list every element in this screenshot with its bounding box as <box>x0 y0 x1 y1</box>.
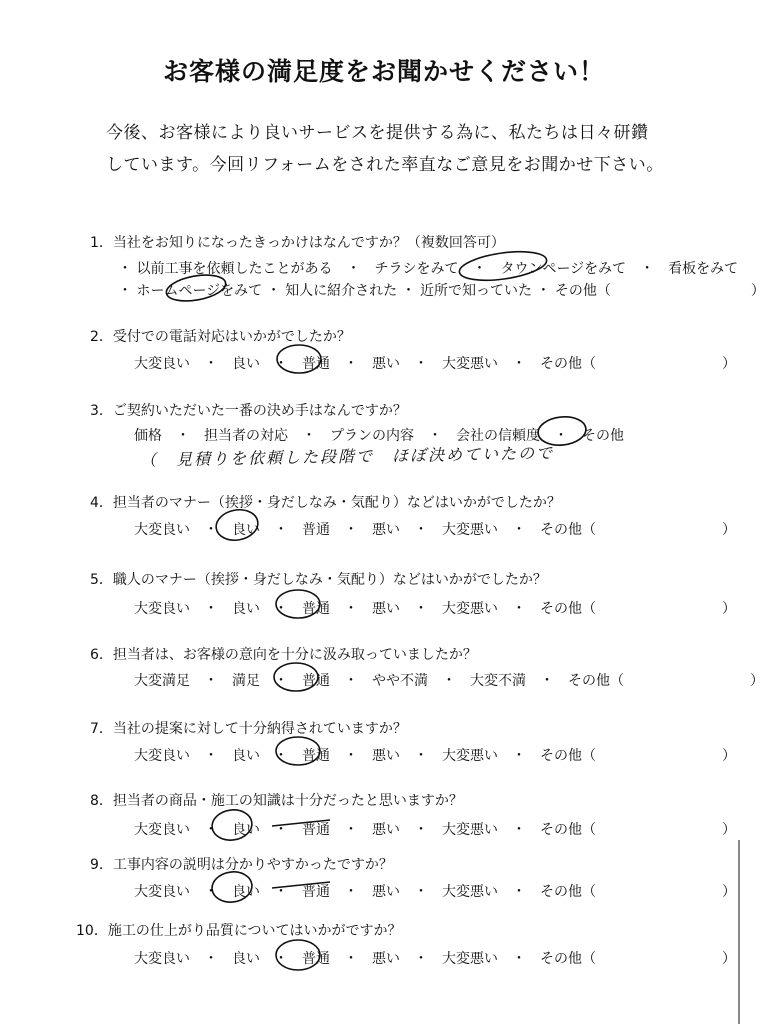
question-3-options: 価格 ・ 担当者の対応 ・ プランの内容 ・ 会社の信頼度 ・ その他 <box>134 428 624 444</box>
question-1: 1．当社をお知りになったきっかけはなんですか？（複数回答可） <box>90 235 505 251</box>
intro-line-1: 今後、お客様により良いサービスを提供する為に、私たちは日々研鑽 <box>106 123 649 143</box>
question-10-options: 大変良い ・ 良い ・ 普通 ・ 悪い ・ 大変悪い ・ その他（ ） <box>134 951 736 967</box>
question-5: 5．職人のマナー（挨拶・身だしなみ・気配り）などはいかがでしたか？ <box>90 572 547 588</box>
question-3: 3．ご契約いただいた一番の決め手はなんですか？ <box>90 403 407 419</box>
survey-title: お客様の満足度をお聞かせください！ <box>162 57 605 86</box>
question-9: 9．工事内容の説明は分かりやすかったですか？ <box>90 857 393 873</box>
handwritten-answer-q3: （ 見積りを依頼した段階で ほぼ決めていたので <box>139 443 555 470</box>
question-6-options: 大変満足 ・ 満足 ・ 普通 ・ やや不満 ・ 大変不満 ・ その他（ ） <box>134 673 764 689</box>
question-8: 8．担当者の商品・施工の知識は十分だったと思いますか？ <box>90 793 463 809</box>
question-9-options: 大変良い ・ 良い ・ 普通 ・ 悪い ・ 大変悪い ・ その他（ ） <box>134 884 736 900</box>
question-6: 6．担当者は、お客様の意向を十分に汲み取っていましたか？ <box>90 647 477 663</box>
question-8-options: 大変良い ・ 良い ・ 普通 ・ 悪い ・ 大変悪い ・ その他（ ） <box>134 822 736 838</box>
question-4-options: 大変良い ・ 良い ・ 普通 ・ 悪い ・ 大変悪い ・ その他（ ） <box>134 522 736 538</box>
question-1-options-line-2: ・ ホームページをみて ・ 知人に紹介された ・ 近所で知っていた ・ その他（ ） <box>118 283 765 299</box>
question-2: 2．受付での電話対応はいかがでしたか？ <box>90 329 351 345</box>
question-4: 4．担当者のマナー（挨拶・身だしなみ・気配り）などはいかがでしたか？ <box>90 495 561 511</box>
question-10: 10．施工の仕上がり品質についてはいかがですか？ <box>76 923 402 939</box>
intro-line-2: しています。今回リフォームをされた率直なご意見をお聞かせ下さい。 <box>106 155 664 175</box>
question-7-options: 大変良い ・ 良い ・ 普通 ・ 悪い ・ 大変悪い ・ その他（ ） <box>134 748 736 764</box>
question-7: 7．当社の提案に対して十分納得されていますか？ <box>90 721 407 737</box>
question-5-options: 大変良い ・ 良い ・ 普通 ・ 悪い ・ 大変悪い ・ その他（ ） <box>134 601 736 617</box>
question-1-options-line-1: ・ 以前工事を依頼したことがある ・ チラシをみて ・ タウンページをみて ・ 看板をみて <box>118 261 739 277</box>
question-2-options: 大変良い ・ 良い ・ 普通 ・ 悪い ・ 大変悪い ・ その他（ ） <box>134 356 736 372</box>
scan-edge-line <box>738 840 740 1024</box>
